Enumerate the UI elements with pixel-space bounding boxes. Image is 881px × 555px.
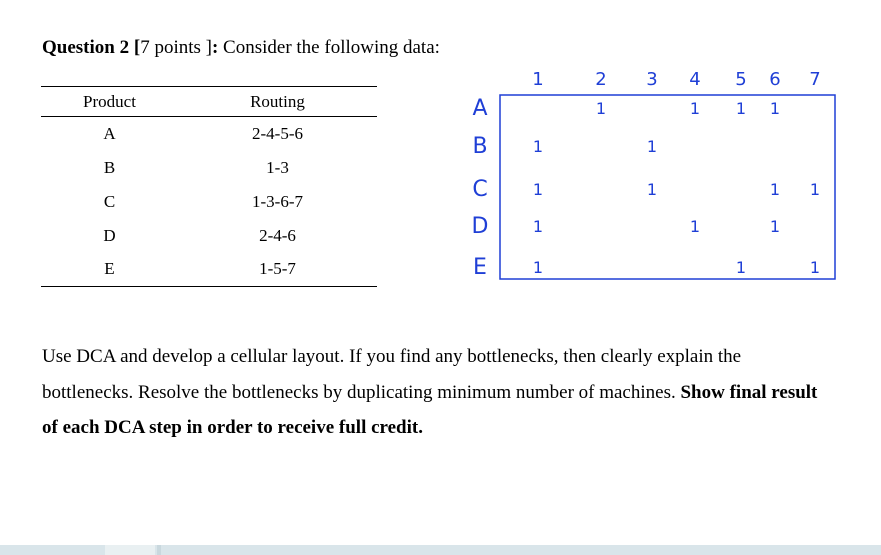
part-label-b: B — [472, 134, 488, 159]
instructions-emphasis: Show final result of each DCA step in order to receive full credit. — [42, 381, 818, 438]
matrix-mark: 1 — [595, 99, 607, 118]
matrix-mark: 1 — [769, 99, 781, 118]
part-label-e: E — [473, 255, 487, 280]
instructions-paragraph — [42, 339, 832, 446]
product-cell: B — [103, 157, 116, 177]
instructions-text: Use DCA and develop a cellular layout. If you find any bottlenecks, then clearly explain the bottlenecks. Resolve the bottlenecks by duplicating minimum number of machines. — [42, 346, 742, 403]
question-points: 7 points ] — [140, 37, 212, 58]
matrix-mark: 1 — [735, 99, 747, 118]
header-product: Product — [83, 91, 136, 111]
header-routing: Routing — [250, 91, 305, 111]
matrix-mark: 1 — [809, 180, 821, 199]
product-cell: E — [104, 259, 115, 279]
matrix-mark: 1 — [735, 258, 747, 277]
matrix-mark: 1 — [532, 137, 544, 156]
matrix-mark: 1 — [532, 217, 544, 236]
machine-label-6: 6 — [769, 69, 781, 90]
matrix-mark: 1 — [809, 258, 821, 277]
product-cell: A — [103, 123, 116, 143]
machine-label-5: 5 — [735, 69, 747, 90]
matrix-box — [500, 95, 835, 279]
matrix-mark: 1 — [646, 137, 658, 156]
routing-cell: 2-4-6 — [259, 225, 296, 245]
matrix-mark: 1 — [689, 217, 701, 236]
routing-cell: 1-3-6-7 — [252, 191, 303, 211]
product-cell: C — [103, 191, 116, 211]
machine-label-7: 7 — [809, 69, 821, 90]
routing-cell: 1-5-7 — [259, 259, 296, 279]
routing-cell: 2-4-5-6 — [252, 123, 303, 143]
part-label-c: C — [472, 177, 488, 202]
part-label-d: D — [471, 214, 489, 239]
matrix-mark: 1 — [769, 180, 781, 199]
machine-label-3: 3 — [646, 69, 658, 90]
bottom-strip — [0, 545, 881, 555]
question-label: Question 2 [ — [42, 37, 141, 58]
machine-label-1: 1 — [532, 69, 544, 90]
matrix-mark: 1 — [532, 258, 544, 277]
strip-segment — [105, 545, 155, 555]
matrix-mark: 1 — [646, 180, 658, 199]
routing-cell: 1-3 — [266, 157, 289, 177]
part-label-a: A — [472, 96, 488, 121]
machine-label-2: 2 — [595, 69, 607, 90]
question-text: Consider the following data: — [218, 37, 440, 58]
matrix-mark: 1 — [532, 180, 544, 199]
matrix-mark: 1 — [769, 217, 781, 236]
strip-segment — [157, 545, 161, 555]
matrix-mark: 1 — [689, 99, 701, 118]
question-colon: : — [211, 37, 219, 58]
machine-label-4: 4 — [689, 69, 701, 90]
product-cell: D — [103, 225, 116, 245]
